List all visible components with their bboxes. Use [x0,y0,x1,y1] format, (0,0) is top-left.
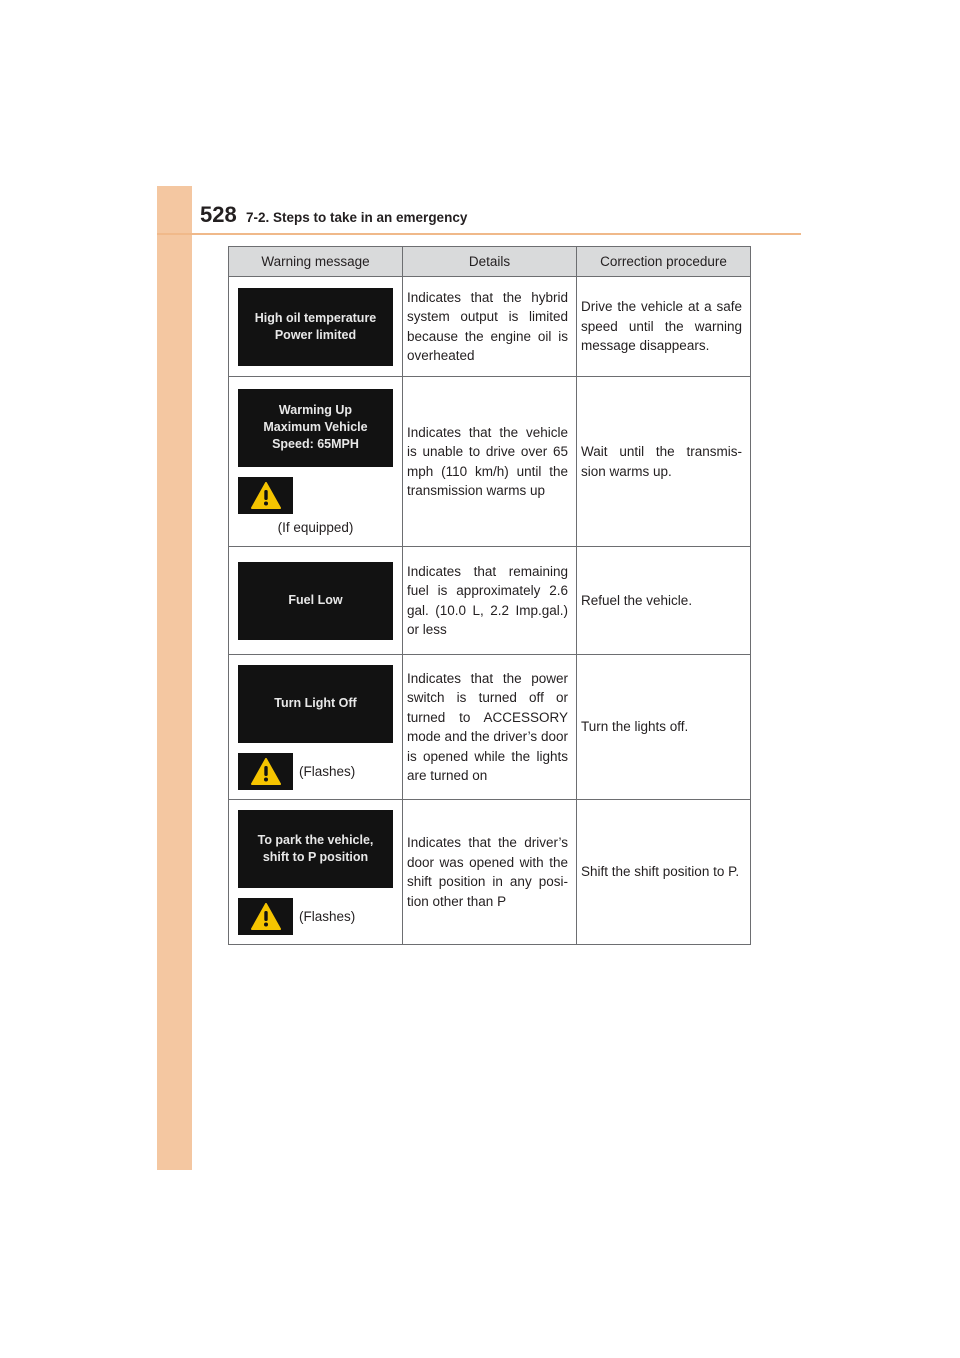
master-warning-row [238,477,402,514]
multi-info-display [238,810,393,888]
header-rule [157,233,801,235]
warning-triangle-icon [251,903,281,930]
display-message: Fuel Low [288,593,343,607]
flashes-note: (Flashes) [299,908,356,924]
table-header-row [229,247,751,277]
table-row [229,277,751,377]
correction-cell: Turn the lights off. [577,655,751,800]
display-message: Turn Light Off [274,696,357,710]
details-cell: Indicates that the driver’s door was opened with the shift position in any posi-tion other than P [403,800,577,945]
correction-cell: Shift the shift position to P. [577,800,751,945]
warning-message-cell [229,655,403,800]
master-warning-light [238,753,293,790]
details-cell: Indicates that the vehicle is unable to drive over 65 mph (110 km/h) until the transmission warms up [403,377,577,547]
table-row [229,655,751,800]
warning-triangle-icon [251,758,281,785]
warning-message-cell [229,377,403,547]
side-tab-band [157,186,192,1170]
page-number: 528 [200,202,237,227]
display-message: Warming Up Maximum Vehicle Speed: 65MPH [263,403,368,451]
correction-cell: Refuel the vehicle. [577,547,751,655]
correction-cell: Drive the vehicle at a safe speed until the warning message disappears. [577,277,751,377]
display-message: High oil temperature Power limited [254,310,377,342]
details-cell: Indicates that the hybrid system output is limited because the engine oil is overheated [403,277,577,377]
warning-message-cell [229,800,403,945]
correction-cell: Wait until the transmis-sion warms up. [577,377,751,547]
section-title: 7-2. Steps to take in an emergency [246,210,468,225]
column-header-details: Details [403,247,577,277]
table-row [229,377,751,547]
multi-info-display [238,562,393,640]
flashes-note: (Flashes) [299,763,356,779]
multi-info-display [238,288,393,366]
master-warning-light [238,477,293,514]
master-warning-row [238,898,402,935]
multi-info-display [238,665,393,743]
master-warning-row [238,753,402,790]
master-warning-light [238,898,293,935]
multi-info-display [238,389,393,467]
column-header-warning-message: Warning message [229,247,403,277]
warning-message-cell [229,547,403,655]
column-header-correction-procedure: Correction procedure [577,247,751,277]
warning-message-table [228,246,751,945]
details-cell: Indicates that the power switch is turned off or turned to ACCESSORY mode and the driver’s door is opened while the lights are turned on [403,655,577,800]
warning-message-cell [229,277,403,377]
equipment-note: (If equipped) [277,519,354,535]
details-cell: Indicates that remaining fuel is approximately 2.6 gal. (10.0 L, 2.2 Imp.gal.) or less [403,547,577,655]
warning-triangle-icon [251,482,281,509]
display-message: To park the vehicle, shift to P position [257,832,374,864]
table-row [229,547,751,655]
page-header [200,202,800,232]
table-row [229,800,751,945]
